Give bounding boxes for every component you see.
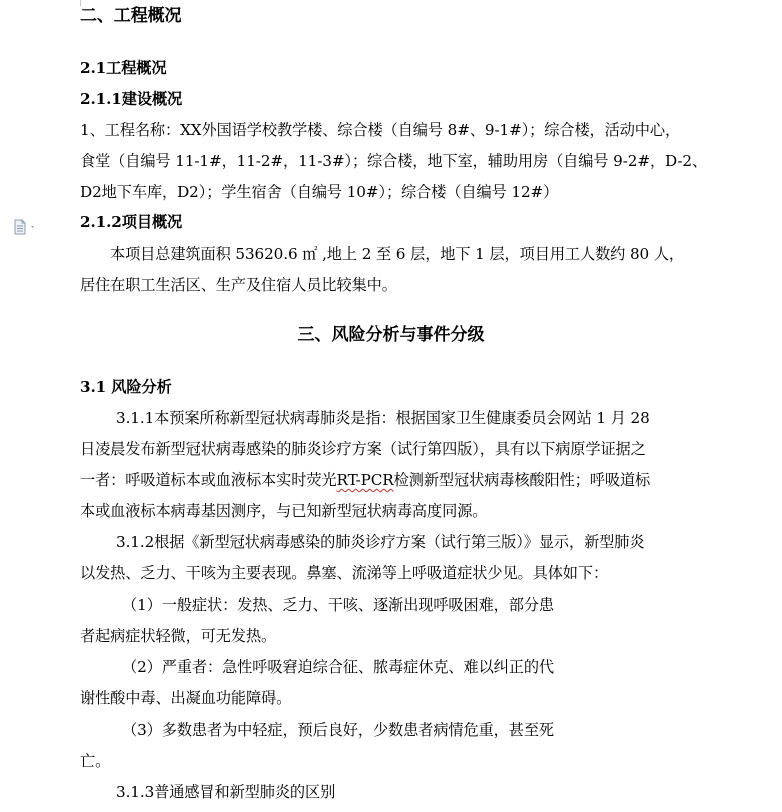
symptom-line: （3）多数患者为中轻症，预后良好，少数患者病情危重，甚至死 [122, 721, 555, 739]
paragraph-line: 一者：呼吸道标本或血液标本实时荧光RT-PCR检测新型冠状病毒核酸阳性；呼吸道标 [80, 471, 651, 489]
section-3-1-heading: 3.1 风险分析 [80, 378, 172, 396]
paragraph-line: 居住在职工生活区、生产及住宿人员比较集中。 [80, 276, 397, 294]
paragraph-line: 日凌晨发布新型冠状病毒感染的肺炎诊疗方案（试行第四版），具有以下病原学证据之 [80, 440, 646, 458]
paragraph-line: 3.1.2根据《新型冠状病毒感染的肺炎诊疗方案（试行第三版）》显示，新型肺炎 [116, 533, 645, 551]
section-2-1-1-heading: 2.1.1建设概况 [80, 90, 183, 108]
chapter-3-heading: 三、风险分析与事件分级 [297, 325, 485, 345]
section-2-1-heading: 2.1工程概况 [80, 59, 167, 77]
paragraph-line: 本项目总建筑面积 53620.6 ㎡ ,地上 2 至 6 层，地下 1 层，项目用工人数约 80 人， [110, 245, 685, 263]
section-2-1-2-heading: 2.1.2项目概况 [80, 213, 183, 231]
symptom-line: （2）严重者：急性呼吸窘迫综合征、脓毒症休克、难以纠正的代 [122, 658, 555, 676]
chapter-2-heading: 二、工程概况 [80, 6, 182, 26]
paragraph-line: 1、工程名称：XX外国语学校教学楼、综合楼（自编号 8#、9-1#）；综合楼，活动中心， [80, 121, 681, 139]
symptom-line: 亡。 [80, 752, 111, 770]
paragraph-line: 3.1.3普通感冒和新型肺炎的区别 [116, 783, 336, 801]
document-icon[interactable] [12, 219, 38, 235]
symptom-line: 谢性酸中毒、出凝血功能障碍。 [80, 689, 292, 707]
paragraph-line: 3.1.1本预案所称新型冠状病毒肺炎是指：根据国家卫生健康委员会网站 1 月 28 [116, 409, 650, 427]
symptom-line: （1）一般症状：发热、乏力、干咳、逐渐出现呼吸困难，部分患 [122, 596, 555, 614]
paragraph-line: 食堂（自编号 11-1#，11-2#，11-3#）；综合楼，地下室，辅助用房（自编号 9-2#，D-2、 [80, 152, 708, 170]
spellcheck-flagged-word[interactable]: RT-PCR [336, 471, 394, 489]
symptom-line: 者起病症状轻微，可无发热。 [80, 627, 277, 645]
paragraph-line: D2地下车库，D2）；学生宿舍（自编号 10#）；综合楼（自编号 12#） [80, 183, 559, 201]
paragraph-line: 本或血液标本病毒基因测序，与已知新型冠状病毒高度同源。 [80, 502, 488, 520]
paragraph-line: 以发热、乏力、干咳为主要表现。鼻塞、流涕等上呼吸道症状少见。具体如下： [80, 564, 609, 582]
